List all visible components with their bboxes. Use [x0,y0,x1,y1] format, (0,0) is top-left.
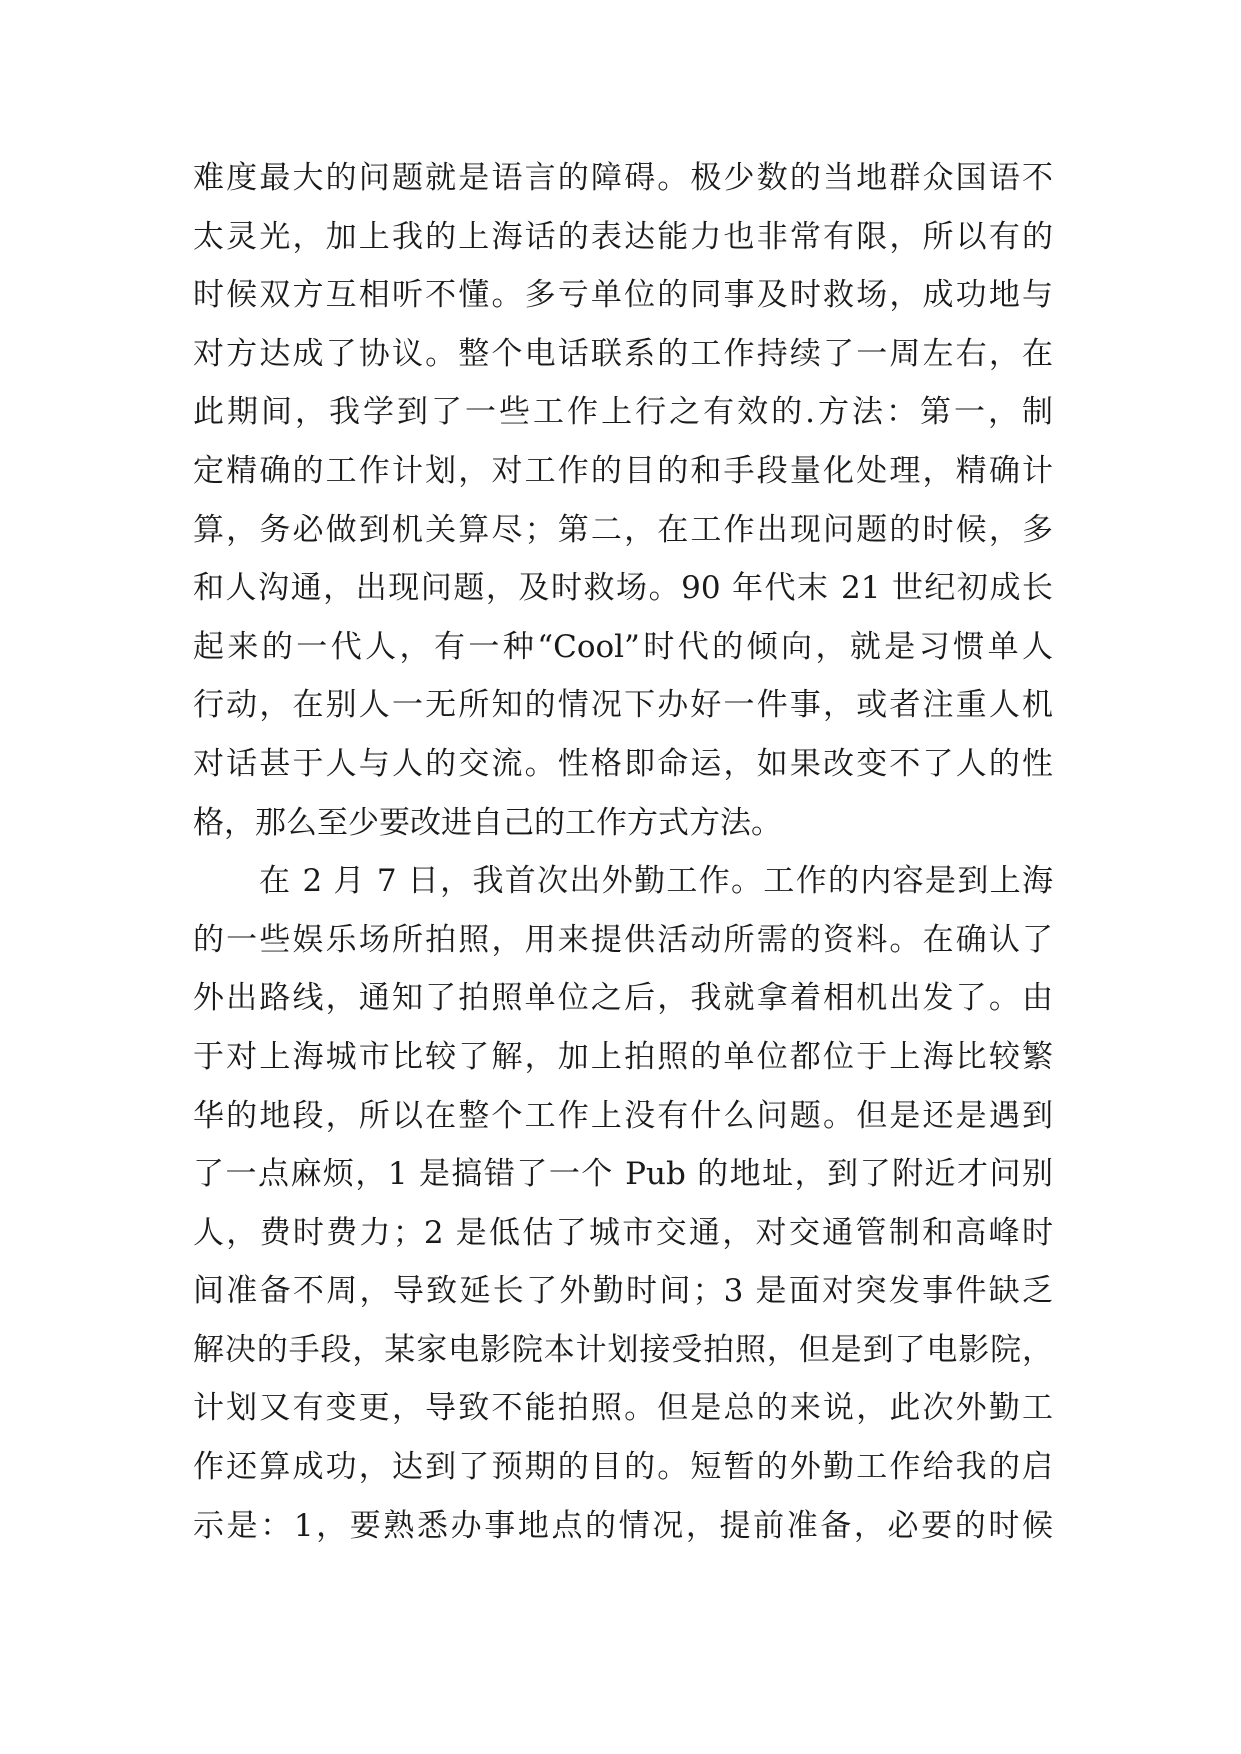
text-line: 华的地段，所以在整个工作上没有什么问题。但是还是遇到 [193,1097,1053,1134]
text-line: 太灵光，加上我的上海话的表达能力也非常有限，所以有的 [193,218,1053,255]
document-body [193,149,1053,1555]
text-line: 间准备不周，导致延长了外勤时间；3 是面对突发事件缺乏 [193,1273,1053,1310]
text-line: 外出路线，通知了拍照单位之后，我就拿着相机出发了。由 [193,980,1053,1017]
text-line: 难度最大的问题就是语言的障碍。极少数的当地群众国语不 [193,160,1053,196]
text-line: 格，那么至少要改进自己的工作方式方法。 [193,804,782,841]
paragraph-1 [193,149,1053,852]
text-line: 了一点麻烦，1 是搞错了一个 Pub 的地址，到了附近才问别 [193,1156,1053,1193]
text-line: 行动，在别人一无所知的情况下办好一件事，或者注重人机 [193,687,1053,724]
text-line: 解决的手段，某家电影院本计划接受拍照，但是到了电影院， [193,1331,1053,1368]
text-line: 和人沟通，出现问题，及时救场。90 年代末 21 世纪初成长 [193,570,1053,607]
text-line: 对话甚于人与人的交流。性格即命运，如果改变不了人的性 [193,745,1053,782]
text-line: 示是：1，要熟悉办事地点的情况，提前准备，必要的时候 [193,1507,1053,1544]
text-line: 对方达成了协议。整个电话联系的工作持续了一周左右，在 [193,335,1053,372]
text-line: 人，费时费力；2 是低估了城市交通，对交通管制和高峰时 [193,1214,1053,1251]
text-line: 定精确的工作计划，对工作的目的和手段量化处理，精确计 [193,452,1053,489]
text-line: 计划又有变更，导致不能拍照。但是总的来说，此次外勤工 [193,1390,1053,1427]
paragraph-2 [193,852,1053,1555]
text-line: 作还算成功，达到了预期的目的。短暂的外勤工作给我的启 [193,1449,1053,1486]
text-line: 起来的一代人，有一种“Cool”时代的倾向，就是习惯单人 [193,628,1053,665]
text-line: 算，务必做到机关算尽；第二，在工作出现问题的时候，多 [193,511,1053,548]
text-line: 时候双方互相听不懂。多亏单位的同事及时救场，成功地与 [193,277,1053,314]
text-line: 的一些娱乐场所拍照，用来提供活动所需的资料。在确认了 [193,921,1053,958]
text-line: 于对上海城市比较了解，加上拍照的单位都位于上海比较繁 [193,1038,1053,1075]
text-line: 此期间，我学到了一些工作上行之有效的.方法：第一，制 [193,394,1053,431]
text-line: 在 2 月 7 日，我首次出外勤工作。工作的内容是到上海 [259,863,1053,900]
